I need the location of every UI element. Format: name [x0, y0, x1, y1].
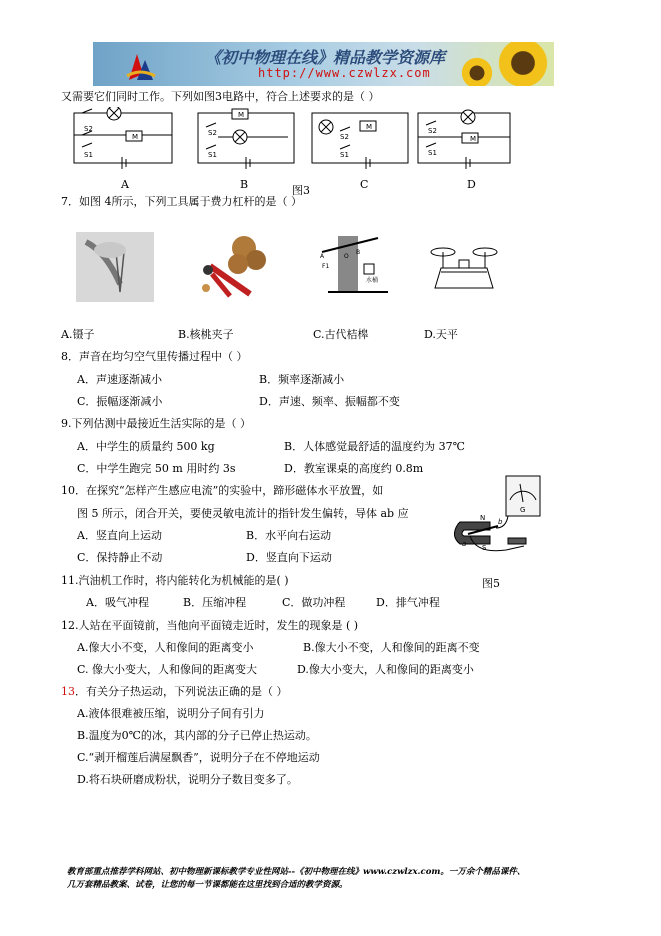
footer-line-1: 教育部重点推荐学科网站、初中物理新课标教学专业性网站--《初中物理在线》www.czwlzx.com。一万余个精品课件、 — [67, 867, 526, 877]
footer-line-2: 几万套精品教案、试卷，让您的每一节课都能在这里找到合适的教学资源。 — [67, 880, 348, 890]
label-b: b — [498, 518, 503, 526]
label-g: G — [520, 506, 526, 514]
label-s: S — [482, 544, 487, 552]
banner-url: http://www.czwlzx.com — [258, 66, 431, 80]
q11-option-c: C．做功冲程 — [282, 596, 346, 609]
circuit-d — [418, 110, 510, 169]
label-bucket: 水桶 — [366, 277, 379, 284]
q11-option-b: B．压缩冲程 — [183, 596, 247, 609]
switch-label-s2: S2 — [428, 127, 437, 135]
fig3-option-d: D — [467, 178, 476, 191]
q7-option-c: C.古代桔槔 — [313, 328, 369, 341]
q8-option-a: A．声速逐渐减小 — [77, 373, 162, 386]
fig3-option-a: A — [121, 178, 129, 191]
switch-label-s1: S1 — [428, 149, 437, 157]
banner-title: 《初中物理在线》精品教学资源库 — [205, 48, 446, 67]
q11-stem: 11.汽油机工作时，将内能转化为机械能的是( ) — [61, 574, 289, 587]
q8-option-c: C．振幅逐渐减小 — [77, 395, 163, 408]
label-o: O — [344, 253, 349, 260]
q10-stem-line1: 10．在探究“怎样产生感应电流”的实验中，蹄形磁体水平放置，如 — [61, 484, 384, 497]
circuit-a — [74, 107, 172, 169]
ancient-shadoof-image — [318, 232, 390, 298]
q9-option-b: B．人体感觉最舒适的温度约为 37℃ — [284, 440, 465, 453]
circuit-c — [312, 113, 408, 169]
q12-option-c: C. 像大小变大，人和像间的距离变大 — [77, 663, 258, 676]
q7-option-a: A.镊子 — [61, 328, 95, 341]
fig3-option-b: B — [240, 178, 249, 191]
sunflower-icon — [496, 42, 550, 86]
q13-option-c: C.“剥开榴莲后满屋飘香”，说明分子在不停地运动 — [77, 751, 320, 764]
q9-option-d: D．教室课桌的高度约 0.8m — [284, 462, 424, 475]
q7-option-d: D.天平 — [424, 328, 458, 341]
nutcracker-photo — [190, 230, 270, 300]
q9-option-c: C．中学生跑完 50 m 用时约 3s — [77, 462, 236, 475]
q12-option-d: D.像大小变大，人和像间的距离变小 — [297, 663, 474, 676]
q8-stem: 8．声音在均匀空气里传播过程中（ ） — [61, 350, 248, 363]
header-banner — [93, 42, 554, 86]
motor-label-c: M — [366, 123, 373, 131]
tweezers-photo — [76, 232, 154, 302]
fig3-option-c: C — [360, 178, 369, 191]
switch-label-s1: S1 — [84, 151, 93, 159]
fig3-caption: 图3 — [292, 184, 310, 197]
q10-option-c: C．保持静止不动 — [77, 551, 163, 564]
q7-option-b: B.核桃夹子 — [178, 328, 234, 341]
q13-stem-rest: ．有关分子热运动，下列说法正确的是（ ） — [75, 685, 288, 698]
label-a: A — [320, 253, 325, 260]
switch-label-s1: S1 — [208, 151, 217, 159]
label-f1: F1 — [322, 263, 330, 270]
q7-stem: 7．如图 4所示，下列工具属于费力杠杆的是（ ） — [61, 195, 302, 208]
figure-3-circuits — [68, 107, 588, 193]
q12-option-a: A.像大小不变，人和像间的距离变小 — [77, 641, 254, 654]
label-n: N — [480, 514, 486, 522]
q11-option-d: D．排气冲程 — [376, 596, 440, 609]
switch-label-s2: S2 — [208, 129, 217, 137]
induction-experiment-figure — [446, 470, 546, 558]
circuit-b — [198, 109, 294, 169]
motor-label-b: M — [238, 111, 245, 119]
q10-option-b: B．水平向右运动 — [246, 529, 332, 542]
q13-option-b: B.温度为0℃的冰，其内部的分子已停止热运动。 — [77, 729, 317, 742]
q13-stem — [61, 685, 288, 699]
q8-option-d: D．声速、频率、振幅都不变 — [259, 395, 400, 408]
q12-option-b: B.像大小不变，人和像间的距离不变 — [303, 641, 480, 654]
q9-stem: 9.下列估测中最接近生活实际的是（ ） — [61, 417, 251, 430]
q9-option-a: A．中学生的质量约 500 kg — [77, 440, 215, 453]
switch-label-s2: S2 — [340, 133, 349, 141]
q13-option-a: A.液体很难被压缩，说明分子间有引力 — [77, 707, 265, 720]
q6-tail: 又需要它们同时工作。下列如图3电路中，符合上述要求的是（ ） — [61, 90, 380, 103]
switch-label-s2: S2 — [84, 125, 93, 133]
q10-option-d: D．竖直向下运动 — [246, 551, 332, 564]
sunflower-icon — [460, 56, 494, 86]
motor-label-a: M — [132, 133, 139, 141]
motor-label-d: M — [470, 135, 477, 143]
q10-option-a: A．竖直向上运动 — [77, 529, 162, 542]
label-b: B — [356, 249, 361, 256]
q12-stem: 12.人站在平面镜前，当他向平面镜走近时，发生的现象是 ( ) — [61, 619, 359, 632]
q13-number: 13 — [61, 685, 75, 698]
label-a: a — [462, 540, 467, 548]
logo-icon — [123, 46, 157, 84]
switch-label-s1: S1 — [340, 151, 349, 159]
q11-option-a: A．吸气冲程 — [86, 596, 149, 609]
q13-option-d: D.将石块研磨成粉状，说明分子数目变多了。 — [77, 773, 298, 786]
fig5-caption: 图5 — [482, 577, 500, 590]
q10-stem-line2: 图 5 所示，闭合开关，要使灵敏电流计的指针发生偏转，导体 ab 应 — [77, 507, 409, 520]
q8-option-b: B．频率逐渐减小 — [259, 373, 345, 386]
balance-scale-image — [425, 238, 503, 294]
